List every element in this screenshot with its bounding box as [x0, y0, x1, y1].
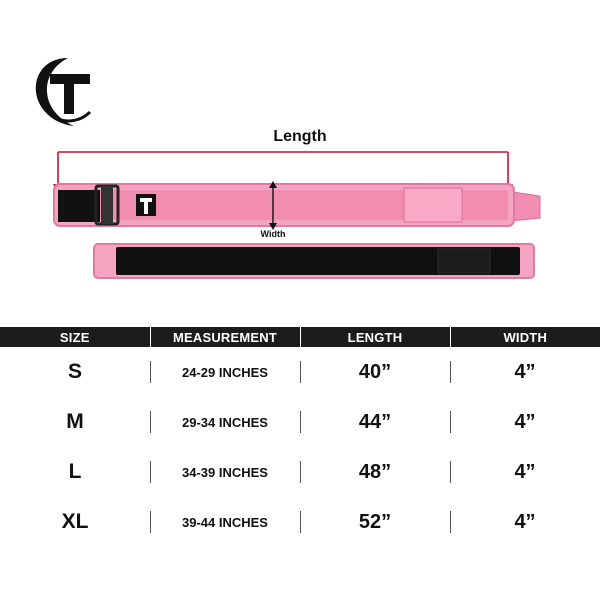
- width-cell: 4”: [450, 447, 600, 497]
- size-cell: XL: [61, 510, 89, 533]
- measurement-cell: 39-44 INCHES: [150, 497, 300, 547]
- size-chart-table: [0, 327, 600, 547]
- length-label: Length: [273, 128, 327, 145]
- table-row: [0, 347, 600, 397]
- measurement-cell: 29-34 INCHES: [150, 397, 300, 447]
- table-header-row: [0, 327, 600, 347]
- header-length: LENGTH: [300, 327, 450, 347]
- size-cell: L: [68, 460, 82, 483]
- size-cell: M: [66, 410, 84, 433]
- length-cell: 48”: [300, 447, 450, 497]
- belt-back: [94, 244, 534, 278]
- length-cell: 40”: [300, 347, 450, 397]
- table-row: [0, 397, 600, 447]
- belt-front: [54, 181, 540, 230]
- length-cell: 52”: [300, 497, 450, 547]
- width-cell: 4”: [450, 397, 600, 447]
- header-measurement: MEASUREMENT: [150, 327, 300, 347]
- width-label: Width: [260, 229, 286, 239]
- measurement-cell: 34-39 INCHES: [150, 447, 300, 497]
- size-cell: S: [67, 360, 82, 383]
- measurement-cell: 24-29 INCHES: [150, 347, 300, 397]
- width-cell: 4”: [450, 347, 600, 397]
- width-cell: 4”: [450, 497, 600, 547]
- header-size: SIZE: [0, 327, 150, 347]
- header-width: WIDTH: [450, 327, 600, 347]
- table-row: [0, 497, 600, 547]
- length-cell: 44”: [300, 397, 450, 447]
- table-row: [0, 447, 600, 497]
